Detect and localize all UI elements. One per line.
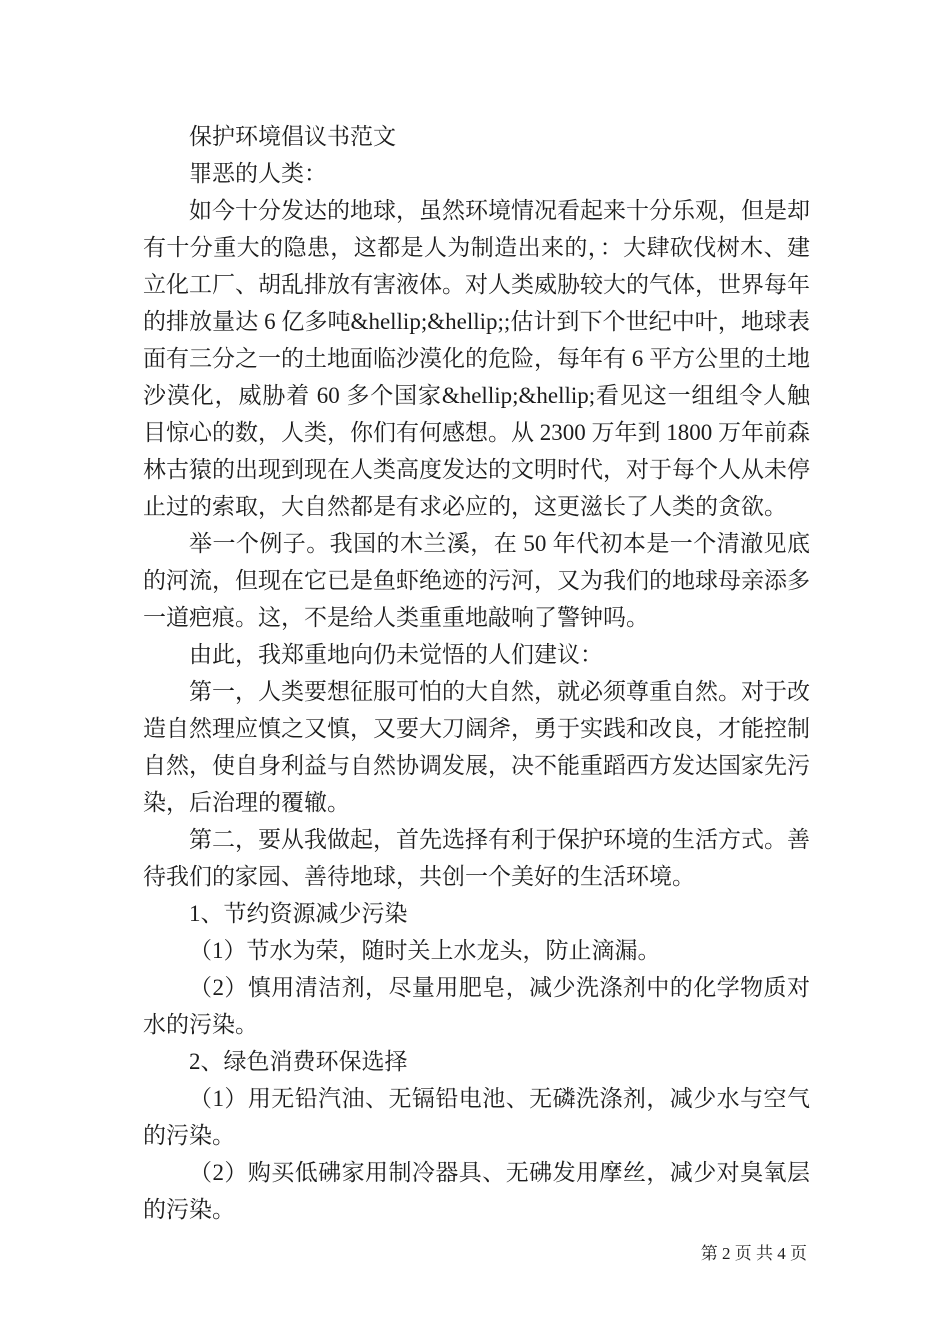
paragraph: 由此，我郑重地向仍未觉悟的人们建议： [189,642,603,667]
paragraph: 2、绿色消费环保选择 [189,1049,408,1074]
paragraph: 罪恶的人类： [189,161,327,186]
page-number-text: 第 2 页 共 4 页 [700,1244,807,1263]
paragraph: （1）用无铅汽油、无镉铅电池、无磷洗涤剂，减少水与空气的污染。 [143,1086,810,1148]
paragraph: （2）购买低砩家用制冷器具、无砩发用摩丝，减少对臭氧层的污染。 [143,1160,810,1222]
paragraph: 如今十分发达的地球，虽然环境情况看起来十分乐观，但是却有十分重大的隐患，这都是人为制造出来的，：大肆砍伐树木、建立化工厂、胡乱排放有害液体。对人类威胁较大的气体，世界每年的排放量达 6 亿多吨&hellip;&hellip;;估计到下个世纪中叶，地球表面有三分之一的土地面临沙漠化的危险，每年有 6 平方公里的土地沙漠化，威胁着 60 多个国家&hellip;&hellip;看见这一组组令人触目惊心的数，人类，你们有何感想。从 2300 万年到 1800 万年前森林古猿的出现到现在人类高度发达的文明时代，对于每个人从未停止过的索取，大自然都是有求必应的，这更滋长了人类的贪欲。 [143,198,810,519]
page-footer [701,1242,807,1266]
paragraph: 第二，要从我做起，首先选择有利于保护环境的生活方式。善待我们的家园、善待地球，共创一个美好的生活环境。 [143,827,810,889]
paragraph: 1、节约资源减少污染 [189,901,408,926]
paragraph: （2）慎用清洁剂，尽量用肥皂，减少洗涤剂中的化学物质对水的污染。 [143,975,810,1037]
document-body [143,118,810,1228]
paragraph: （1）节水为荣，随时关上水龙头，防止滴漏。 [189,938,661,963]
paragraph: 举一个例子。我国的木兰溪，在 50 年代初本是一个清澈见底的河流，但现在它已是鱼虾绝迹的污河，又为我们的地球母亲添多一道疤痕。这，不是给人类重重地敲响了警钟吗。 [143,531,810,630]
paragraph: 第一，人类要想征服可怕的大自然，就必须尊重自然。对于改造自然理应慎之又慎，又要大刀阔斧，勇于实践和改良，才能控制自然，使自身利益与自然协调发展，决不能重蹈西方发达国家先污染，后治理的覆辙。 [143,679,810,815]
paragraph: 保护环境倡议书范文 [189,124,396,149]
